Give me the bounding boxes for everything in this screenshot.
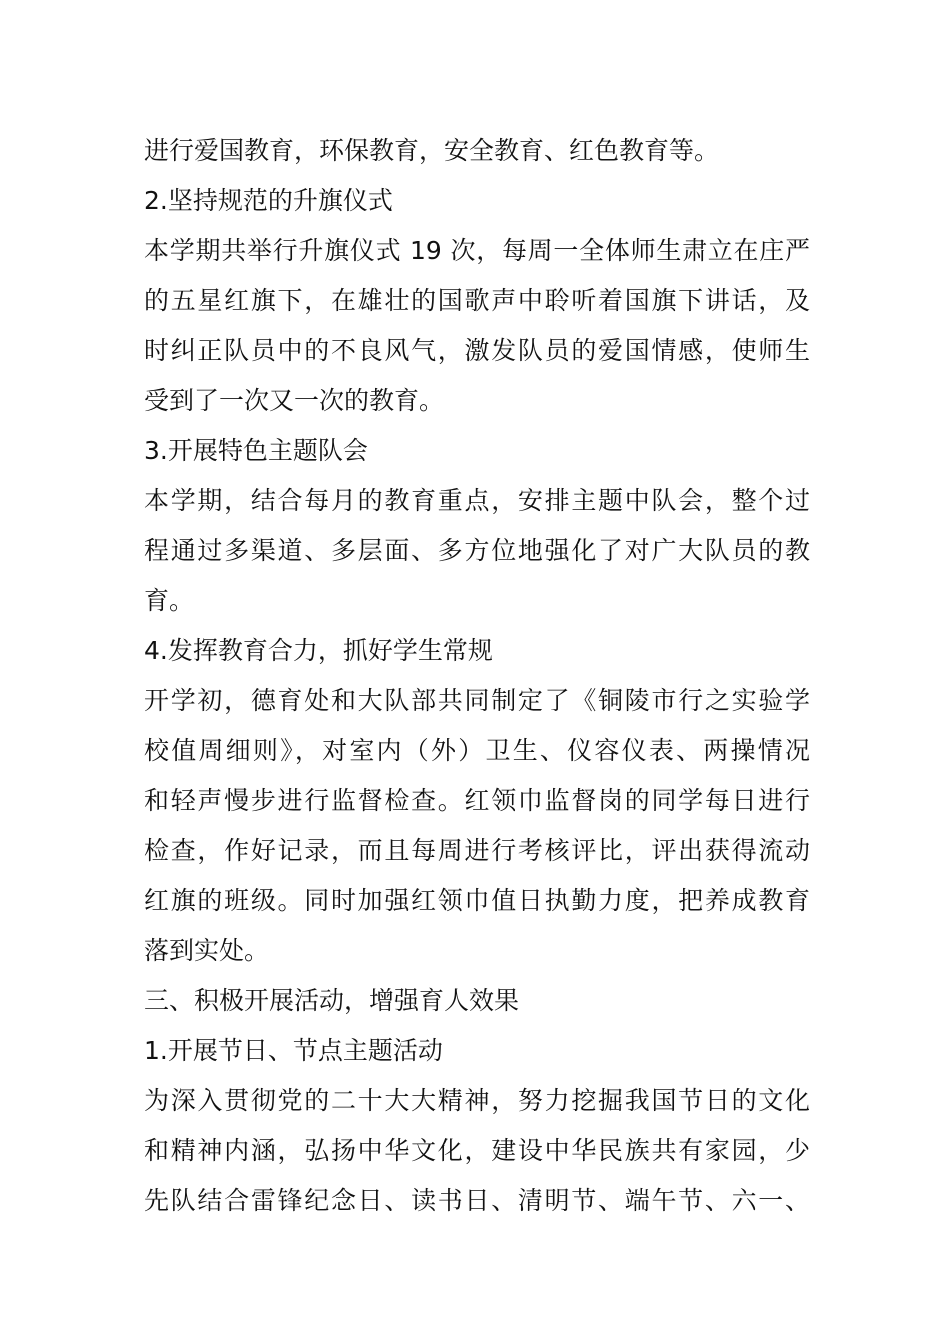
text-line: 育。 xyxy=(144,586,195,615)
text-line: 进行爱国教育，环保教育，安全教育、红色教育等。 xyxy=(144,136,720,165)
text-line: 和轻声慢步进行监督检查。红领巾监督岗的同学每日进行 xyxy=(144,786,810,815)
text-line: 红旗的班级。同时加强红领巾值日执勤力度，把养成教育 xyxy=(144,886,810,915)
document-body xyxy=(144,126,810,1226)
text-line: 开学初，德育处和大队部共同制定了《铜陵市行之实验学 xyxy=(144,686,810,715)
section-heading: 2.坚持规范的升旗仪式 xyxy=(144,186,393,215)
text-line: 时纠正队员中的不良风气，激发队员的爱国情感，使师生 xyxy=(144,336,810,365)
section-heading: 1.开展节日、节点主题活动 xyxy=(144,1036,443,1065)
text-line: 受到了一次又一次的教育。 xyxy=(144,386,445,415)
text-line: 检查，作好记录，而且每周进行考核评比，评出获得流动 xyxy=(144,836,810,865)
text-line: 本学期共举行升旗仪式 19 次，每周一全体师生肃立在庄严 xyxy=(144,236,810,265)
text-line: 和精神内涵，弘扬中华文化，建设中华民族共有家园，少 xyxy=(144,1136,810,1165)
text-line: 先队结合雷锋纪念日、读书日、清明节、端午节、六一、 xyxy=(144,1186,810,1215)
section-heading: 4.发挥教育合力，抓好学生常规 xyxy=(144,636,493,665)
text-line: 程通过多渠道、多层面、多方位地强化了对广大队员的教 xyxy=(144,536,810,565)
chapter-heading: 三、积极开展活动，增强育人效果 xyxy=(144,986,520,1015)
text-line: 校值周细则》，对室内（外）卫生、仪容仪表、两操情况 xyxy=(144,736,810,765)
text-line: 落到实处。 xyxy=(144,936,270,965)
text-line: 的五星红旗下，在雄壮的国歌声中聆听着国旗下讲话，及 xyxy=(144,286,810,315)
section-heading: 3.开展特色主题队会 xyxy=(144,436,368,465)
text-line: 本学期，结合每月的教育重点，安排主题中队会，整个过 xyxy=(144,486,810,515)
text-line: 为深入贯彻党的二十大大精神，努力挖掘我国节日的文化 xyxy=(144,1086,810,1115)
